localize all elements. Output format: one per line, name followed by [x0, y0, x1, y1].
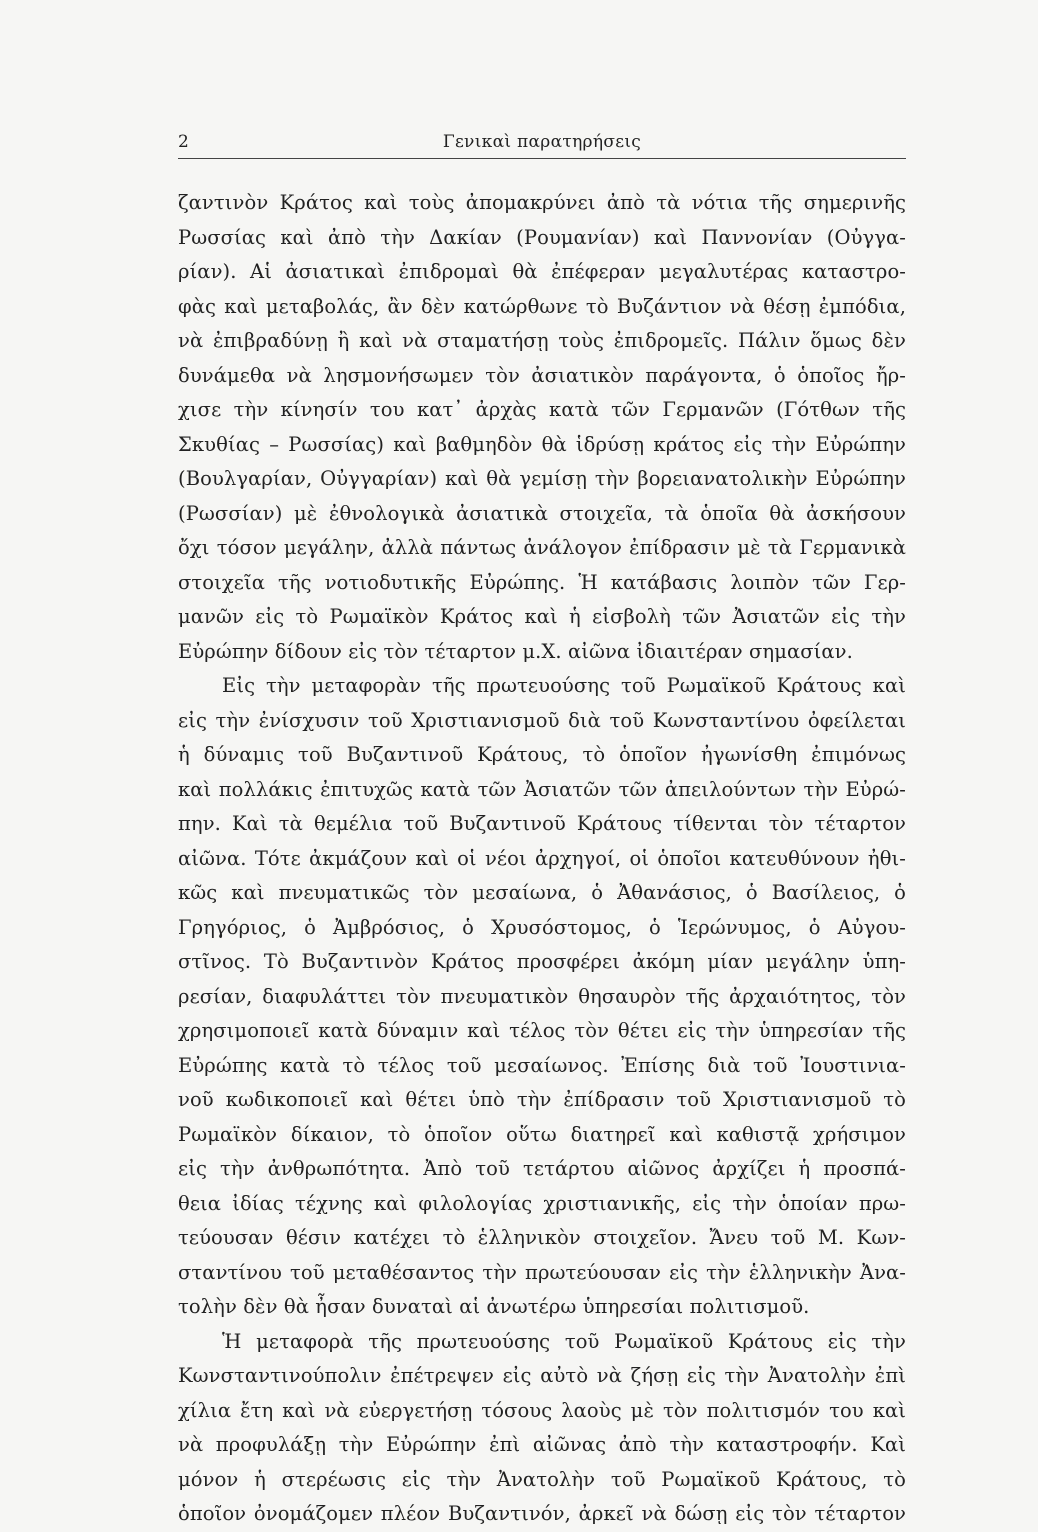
paragraph [178, 1325, 906, 1532]
text-line: ὁποῖον ὀνομάζομεν πλέον Βυζαντινόν, ἀρκεῖ νὰ δώσῃ εἰς τὸν τέταρτον [178, 1502, 906, 1525]
text-line: μανῶν εἰς τὸ Ρωμαϊκὸν Κράτος καὶ ἡ εἰσβολὴ τῶν Ἀσιατῶν εἰς τὴν [178, 605, 906, 628]
text-line: κῶς καὶ πνευματικῶς τὸν μεσαίωνα, ὁ Ἀθανάσιος, ὁ Βασίλειος, ὁ [178, 881, 906, 904]
text-line: σταντίνου τοῦ μεταθέσαντος τὴν πρωτεύουσαν εἰς τὴν ἑλληνικὴν Ἀνα- [178, 1260, 906, 1284]
text-line: πην. Καὶ τὰ θεμέλια τοῦ Βυζαντινοῦ Κράτους τίθενται τὸν τέταρτον [178, 812, 906, 835]
text-line: ρεσίαν, διαφυλάττει τὸν πνευματικὸν θησαυρὸν τῆς ἀρχαιότητος, τὸν [178, 984, 906, 1008]
text-line: δυνάμεθα νὰ λησμονήσωμεν τὸν ἀσιατικὸν παράγοντα, ὁ ὁποῖος ἤρ- [178, 363, 906, 387]
text-line: (Ρωσσίαν) μὲ ἐθνολογικὰ ἀσιατικὰ στοιχεῖα, τὰ ὁποῖα θὰ ἀσκήσουν [178, 501, 906, 525]
text-line: εἰς τὴν ἀνθρωπότητα. Ἀπὸ τοῦ τετάρτου αἰῶνος ἀρχίζει ἡ προσπά- [178, 1157, 906, 1180]
text-line: Εἰς τὴν μεταφορὰν τῆς πρωτευούσης τοῦ Ρωμαϊκοῦ Κράτους καὶ [222, 674, 906, 697]
text-line: εἰς τὴν ἐνίσχυσιν τοῦ Χριστιανισμοῦ διὰ τοῦ Κωνσταντίνου ὀφείλεται [178, 708, 906, 732]
text-line: μόνον ἡ στερέωσις εἰς τὴν Ἀνατολὴν τοῦ Ρωμαϊκοῦ Κράτους, τὸ [178, 1467, 906, 1491]
text-line: Εὐρώπης κατὰ τὸ τέλος τοῦ μεσαίωνος. Ἐπίσης διὰ τοῦ Ἰουστινια- [178, 1053, 906, 1077]
text-line: χισε τὴν κίνησίν του κατ᾽ ἀρχὰς κατὰ τῶν Γερμανῶν (Γότθων τῆς [178, 398, 906, 421]
text-line: (Βουλγαρίαν, Οὐγγαρίαν) καὶ θὰ γεμίσῃ τὴν βορειανατολικὴν Εὐρώπην [178, 467, 906, 490]
page-number: 2 [178, 132, 189, 152]
text-line: τολὴν δὲν θὰ ἦσαν δυναταὶ αἱ ἀνωτέρω ὑπηρεσίαι πολιτισμοῦ. [178, 1295, 810, 1318]
page-header [178, 132, 906, 159]
text-line: Κωνσταντινούπολιν ἐπέτρεψεν εἰς αὐτὸ νὰ ζήσῃ εἰς τὴν Ἀνατολὴν ἐπὶ [178, 1364, 906, 1387]
text-line: χίλια ἔτη καὶ νὰ εὐεργετήσῃ τόσους λαοὺς μὲ τὸν πολιτισμόν του καὶ [178, 1398, 906, 1422]
text-line: νοῦ κωδικοποιεῖ καὶ θέτει ὑπὸ τὴν ἐπίδρασιν τοῦ Χριστιανισμοῦ τὸ [178, 1088, 906, 1111]
text-line: ρίαν). Αἱ ἀσιατικαὶ ἐπιδρομαὶ θὰ ἐπέφεραν μεγαλυτέρας καταστρο- [178, 260, 906, 283]
paragraph [178, 669, 906, 1325]
text-line: αἰῶνα. Τότε ἀκμάζουν καὶ οἱ νέοι ἀρχηγοί, οἱ ὁποῖοι κατευθύνουν ἠθι- [178, 846, 906, 870]
text-line: Ρωσσίας καὶ ἀπὸ τὴν Δακίαν (Ρουμανίαν) καὶ Παννονίαν (Οὐγγα- [178, 225, 906, 249]
text-line: χρησιμοποιεῖ κατὰ δύναμιν καὶ τέλος τὸν θέτει εἰς τὴν ὑπηρεσίαν τῆς [178, 1019, 906, 1042]
text-line: φὰς καὶ μεταβολάς, ἂν δὲν κατώρθωνε τὸ Βυζάντιον νὰ θέσῃ ἐμπόδια, [178, 294, 906, 318]
text-line: ὄχι τόσον μεγάλην, ἀλλὰ πάντως ἀνάλογον ἐπίδρασιν μὲ τὰ Γερμανικὰ [178, 536, 906, 559]
text-line: ἡ δύναμις τοῦ Βυζαντινοῦ Κράτους, τὸ ὁποῖον ἠγωνίσθη ἐπιμόνως [178, 743, 906, 766]
text-line: Εὐρώπην δίδουν εἰς τὸν τέταρτον μ.Χ. αἰῶνα ἰδιαιτέραν σημασίαν. [178, 639, 853, 663]
text-line: Ρωμαϊκὸν δίκαιον, τὸ ὁποῖον οὕτω διατηρεῖ καὶ καθιστᾷ χρήσιμον [178, 1122, 906, 1146]
text-line: Σκυθίας – Ρωσσίας) καὶ βαθμηδὸν θὰ ἱδρύσῃ κράτος εἰς τὴν Εὐρώπην [178, 432, 906, 456]
text-line: ζαντινὸν Κράτος καὶ τοὺς ἀπομακρύνει ἀπὸ τὰ νότια τῆς σημερινῆς [178, 191, 906, 214]
text-line: νὰ ἐπιβραδύνῃ ἢ καὶ νὰ σταματήσῃ τοὺς ἐπιδρομεῖς. Πάλιν ὅμως δὲν [178, 329, 906, 352]
text-line: νὰ προφυλάξῃ τὴν Εὐρώπην ἐπὶ αἰῶνας ἀπὸ τὴν καταστροφήν. Καὶ [178, 1433, 906, 1456]
text-line: Γρηγόριος, ὁ Ἀμβρόσιος, ὁ Χρυσόστομος, ὁ Ἱερώνυμος, ὁ Αὐγου- [178, 915, 906, 939]
text-line: τεύουσαν θέσιν κατέχει τὸ ἑλληνικὸν στοιχεῖον. Ἄνευ τοῦ Μ. Κων- [178, 1226, 906, 1249]
text-line: στοιχεῖα τῆς νοτιοδυτικῆς Εὐρώπης. Ἡ κατάβασις λοιπὸν τῶν Γερ- [178, 570, 906, 594]
body-text [178, 186, 906, 1532]
text-line: θεια ἰδίας τέχνης καὶ φιλολογίας χριστιανικῆς, εἰς τὴν ὁποίαν πρω- [178, 1191, 906, 1215]
text-line: Ἡ μεταφορὰ τῆς πρωτευούσης τοῦ Ρωμαϊκοῦ Κράτους εἰς τὴν [222, 1329, 906, 1353]
text-line: καὶ πολλάκις ἐπιτυχῶς κατὰ τῶν Ἀσιατῶν τῶν ἀπειλούντων τὴν Εὐρώ- [178, 777, 906, 801]
paragraph [178, 186, 906, 669]
text-line: στῖνος. Τὸ Βυζαντινὸν Κράτος προσφέρει ἀκόμη μίαν μεγάλην ὑπη- [178, 950, 906, 973]
running-title: Γενικαὶ παρατηρήσεις [442, 132, 642, 152]
